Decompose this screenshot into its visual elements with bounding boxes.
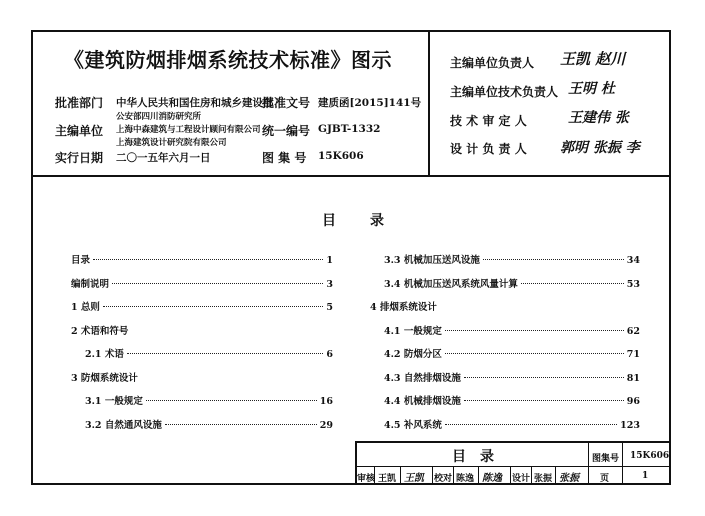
toc-entry-label: 4.1 一般规定 [384, 325, 442, 337]
toc-entry-label: 4 排烟系统设计 [370, 302, 437, 313]
toc-entry-label: 3.4 机械加压送风系统风量计算 [384, 278, 518, 290]
toc-entry-page: 16 [319, 396, 333, 407]
check-label: 校对 [434, 474, 453, 484]
toc-entry [384, 276, 640, 290]
toc-leader-dots [93, 259, 323, 260]
toc-entry-label: 3.2 自然通风设施 [85, 419, 162, 431]
toc-leader-dots [127, 353, 324, 354]
design-label: 设计 [512, 474, 531, 484]
header-divider [31, 175, 671, 177]
responsible-role-2: 主编单位技术负责人 [450, 85, 559, 99]
approval-doc-value: 建质函[2015]141号 [318, 97, 422, 109]
titleblock-atlas-label: 图集号 [592, 454, 620, 464]
tb-cell-line [400, 466, 401, 485]
toc-entry-label: 3 防烟系统设计 [71, 372, 138, 384]
toc-entry [85, 417, 333, 431]
header-column-divider [428, 30, 430, 176]
titleblock-col-line [588, 441, 589, 485]
responsible-role-4: 设 计 负 责 人 [450, 142, 527, 156]
editor-unit-1: 公安部四川消防研究所 [116, 112, 202, 122]
approval-dept-label: 批准部门 [55, 96, 104, 110]
toc-leader-dots [103, 306, 323, 307]
responsible-role-3: 技 术 审 定 人 [450, 114, 527, 128]
toc-entry-label: 目录 [71, 255, 91, 266]
toc-entry [370, 299, 640, 313]
toc-entry-label: 4.4 机械排烟设施 [384, 396, 461, 407]
toc-entry [71, 323, 333, 337]
signature-1: 王凯 赵川 [560, 50, 626, 68]
toc-entry [71, 370, 333, 384]
toc-entry-label: 编制说明 [71, 278, 110, 290]
toc-leader-dots [464, 400, 624, 401]
toc-leader-dots [165, 424, 317, 425]
toc-entry-page: 123 [620, 419, 640, 431]
toc-entry-label: 3.3 机械加压送风设施 [384, 255, 480, 266]
toc-entry [71, 252, 333, 266]
tb-cell-line [555, 466, 556, 485]
toc-entry-label: 2.1 术语 [85, 349, 124, 360]
approval-doc-label: 批准文号 [262, 96, 311, 110]
toc-heading: 目录 [322, 213, 418, 229]
impl-date-value: 二〇一五年六月一日 [116, 152, 211, 164]
tb-cell-line [432, 466, 433, 485]
toc-leader-dots [445, 330, 624, 331]
toc-entry-label: 4.5 补风系统 [384, 419, 442, 431]
toc-entry [71, 299, 333, 313]
check-signature: 陈逸 [482, 473, 502, 484]
toc-entry-page: 96 [626, 396, 640, 407]
toc-leader-dots [445, 424, 617, 425]
impl-date-label: 实行日期 [55, 151, 104, 165]
tb-cell-line [531, 466, 532, 485]
editor-unit-2: 上海中森建筑与工程设计顾问有限公司 [116, 125, 261, 135]
unified-no-label: 统一编号 [262, 124, 311, 138]
tb-cell-line [453, 466, 454, 485]
toc-entry [85, 346, 333, 360]
check-name: 陈逸 [456, 474, 475, 484]
toc-entry [384, 346, 640, 360]
toc-entry-label: 4.2 防烟分区 [384, 349, 442, 360]
titleblock-page-label: 页 [600, 474, 610, 484]
titleblock-page-value: 1 [642, 471, 649, 481]
toc-entry [85, 393, 333, 407]
toc-entry [384, 323, 640, 337]
toc-leader-dots [521, 283, 624, 284]
page-title: 《建筑防烟排烟系统技术标准》图示 [64, 48, 392, 72]
signature-3: 王建伟 张 [568, 110, 629, 126]
toc-entry-page: 5 [326, 302, 333, 313]
toc-entry [384, 393, 640, 407]
toc-entry-label: 4.3 自然排烟设施 [384, 372, 461, 384]
editor-label: 主编单位 [55, 124, 104, 138]
toc-entry-page: 34 [626, 255, 640, 266]
toc-entry-page: 1 [326, 255, 333, 266]
toc-entry-page: 29 [319, 419, 333, 431]
toc-entry [384, 370, 640, 384]
titleblock-sheet-title: 目录 [452, 449, 508, 465]
toc-entry-label: 3.1 一般规定 [85, 396, 143, 407]
toc-leader-dots [112, 283, 323, 284]
toc-entry-label: 1 总则 [71, 302, 100, 313]
toc-entry-label: 2 术语和符号 [71, 325, 129, 337]
review-signature: 王凯 [404, 473, 424, 484]
toc-entry-page: 81 [626, 372, 640, 384]
design-signature: 张振 [559, 473, 579, 484]
editor-unit-3: 上海建筑设计研究院有限公司 [116, 138, 227, 148]
toc-entry [384, 252, 640, 266]
toc-entry-page: 71 [626, 349, 640, 360]
signature-4: 郭明 张振 李 [560, 140, 640, 156]
toc-leader-dots [464, 377, 624, 378]
toc-leader-dots [483, 259, 624, 260]
toc-entry-page: 6 [326, 349, 333, 360]
toc-entry [71, 276, 333, 290]
toc-entry-page: 62 [626, 325, 640, 337]
titleblock-col-line-2 [622, 441, 623, 485]
unified-no-value: GJBT-1332 [318, 123, 381, 135]
approval-dept-value: 中华人民共和国住房和城乡建设部 [116, 97, 274, 109]
titleblock-atlas-value: 15K606 [630, 451, 670, 461]
review-label: 审核 [357, 474, 376, 484]
tb-cell-line [510, 466, 511, 485]
toc-entry-page: 3 [326, 278, 333, 290]
signature-2: 王明 杜 [568, 81, 615, 97]
review-name: 王凯 [378, 474, 397, 484]
titleblock-row-line [588, 466, 671, 467]
titleblock-top-line [355, 441, 671, 443]
toc-entry-page: 53 [626, 278, 640, 290]
tb-cell-line [478, 466, 479, 485]
atlas-no-value: 15K606 [318, 150, 364, 162]
toc-leader-dots [445, 353, 624, 354]
toc-leader-dots [146, 400, 317, 401]
design-name: 张振 [534, 474, 553, 484]
responsible-role-1: 主编单位负责人 [450, 56, 535, 70]
toc-entry [384, 417, 640, 431]
atlas-no-label: 图 集 号 [262, 151, 307, 165]
